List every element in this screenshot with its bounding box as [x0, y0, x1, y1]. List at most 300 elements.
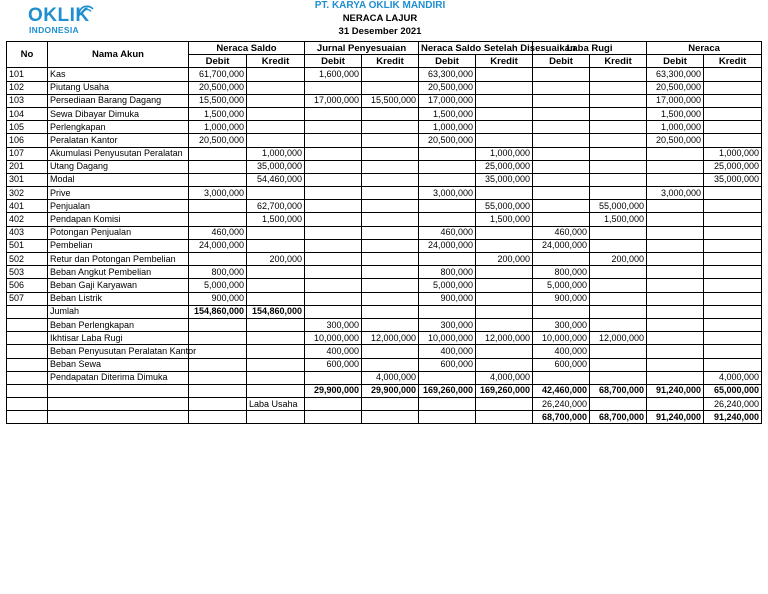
amount-cell: 24,000,000: [419, 239, 476, 252]
amount-cell: [533, 94, 590, 107]
table-row: [7, 279, 762, 292]
amount-cell: [419, 147, 476, 160]
amount-cell: 169,260,000: [419, 384, 476, 397]
amount-cell: 91,240,000: [647, 411, 704, 424]
document-date: 31 Desember 2021: [338, 26, 422, 37]
amount-cell: [247, 411, 305, 424]
amount-cell: [704, 358, 762, 371]
amount-cell: 17,000,000: [305, 94, 362, 107]
amount-cell: [476, 226, 533, 239]
account-name-cell: Perlengkapan: [48, 121, 189, 134]
amount-cell: 4,000,000: [476, 371, 533, 384]
amount-cell: 154,860,000: [189, 305, 247, 318]
amount-cell: 24,000,000: [189, 239, 247, 252]
amount-cell: [305, 292, 362, 305]
amount-cell: [247, 134, 305, 147]
account-name-cell: Piutang Usaha: [48, 81, 189, 94]
amount-cell: 12,000,000: [590, 332, 647, 345]
amount-cell: [704, 305, 762, 318]
amount-cell: [305, 253, 362, 266]
amount-cell: 12,000,000: [476, 332, 533, 345]
amount-cell: [305, 147, 362, 160]
account-number-cell: 302: [7, 187, 48, 200]
account-number-cell: 103: [7, 94, 48, 107]
amount-cell: [247, 107, 305, 120]
amount-cell: [647, 332, 704, 345]
amount-cell: [189, 160, 247, 173]
amount-cell: [704, 200, 762, 213]
amount-cell: [704, 134, 762, 147]
amount-cell: 400,000: [305, 345, 362, 358]
amount-cell: [704, 187, 762, 200]
amount-cell: [533, 121, 590, 134]
header-debit: Debit: [647, 55, 704, 68]
amount-cell: 1,500,000: [189, 107, 247, 120]
account-number-cell: 201: [7, 160, 48, 173]
amount-cell: [476, 94, 533, 107]
account-name-cell: Ikhtisar Laba Rugi: [48, 332, 189, 345]
amount-cell: [590, 226, 647, 239]
amount-cell: [362, 239, 419, 252]
amount-cell: [647, 253, 704, 266]
account-name-cell: Pembelian: [48, 239, 189, 252]
amount-cell: 91,240,000: [647, 384, 704, 397]
amount-cell: [590, 318, 647, 331]
logo-subtitle: INDONESIA: [29, 25, 79, 35]
amount-cell: 24,000,000: [533, 239, 590, 252]
account-number-cell: 105: [7, 121, 48, 134]
amount-cell: [533, 200, 590, 213]
amount-cell: [419, 173, 476, 186]
amount-cell: [647, 239, 704, 252]
amount-cell: 20,500,000: [647, 81, 704, 94]
amount-cell: [247, 187, 305, 200]
amount-cell: [247, 279, 305, 292]
table-row: [7, 345, 762, 358]
amount-cell: [590, 121, 647, 134]
table-row: [7, 81, 762, 94]
amount-cell: 1,500,000: [247, 213, 305, 226]
signal-arc-icon: [76, 3, 96, 17]
amount-cell: 10,000,000: [419, 332, 476, 345]
table-row: [7, 318, 762, 331]
amount-cell: [247, 226, 305, 239]
account-number-cell: 401: [7, 200, 48, 213]
amount-cell: [362, 345, 419, 358]
header-group-income-statement: Laba Rugi: [533, 42, 647, 55]
amount-cell: [533, 173, 590, 186]
amount-cell: [305, 213, 362, 226]
amount-cell: [704, 266, 762, 279]
amount-cell: [533, 81, 590, 94]
amount-cell: [704, 121, 762, 134]
amount-cell: [419, 371, 476, 384]
amount-cell: [590, 279, 647, 292]
amount-cell: 20,500,000: [189, 134, 247, 147]
header-debit: Debit: [419, 55, 476, 68]
amount-cell: [590, 266, 647, 279]
amount-cell: 42,460,000: [533, 384, 590, 397]
account-number-cell: [7, 411, 48, 424]
account-name-cell: [48, 411, 189, 424]
amount-cell: 10,000,000: [533, 332, 590, 345]
amount-cell: [590, 239, 647, 252]
amount-cell: [362, 266, 419, 279]
account-number-cell: [7, 371, 48, 384]
amount-cell: 61,700,000: [189, 68, 247, 81]
amount-cell: [590, 68, 647, 81]
account-number-cell: 502: [7, 253, 48, 266]
amount-cell: [362, 81, 419, 94]
amount-cell: [362, 107, 419, 120]
amount-cell: [476, 239, 533, 252]
amount-cell: [305, 200, 362, 213]
amount-cell: [533, 213, 590, 226]
header-group-balance-sheet: Neraca: [647, 42, 762, 55]
amount-cell: 55,000,000: [590, 200, 647, 213]
account-name-cell: Pendapatan Diterima Dimuka: [48, 371, 189, 384]
amount-cell: 3,000,000: [189, 187, 247, 200]
amount-cell: [419, 160, 476, 173]
amount-cell: [647, 371, 704, 384]
amount-cell: 26,240,000: [704, 398, 762, 411]
table-row: [7, 200, 762, 213]
account-number-cell: 506: [7, 279, 48, 292]
amount-cell: 5,000,000: [533, 279, 590, 292]
account-name-cell: Pendapan Komisi: [48, 213, 189, 226]
amount-cell: [305, 160, 362, 173]
account-name-cell: Peralatan Kantor: [48, 134, 189, 147]
amount-cell: [590, 305, 647, 318]
amount-cell: [419, 411, 476, 424]
amount-cell: 600,000: [419, 358, 476, 371]
account-number-cell: [7, 332, 48, 345]
amount-cell: [647, 266, 704, 279]
amount-cell: [189, 147, 247, 160]
amount-cell: 63,300,000: [647, 68, 704, 81]
amount-cell: 5,000,000: [419, 279, 476, 292]
table-row: [7, 121, 762, 134]
amount-cell: 800,000: [419, 266, 476, 279]
amount-cell: [533, 253, 590, 266]
amount-cell: 400,000: [533, 345, 590, 358]
amount-cell: [533, 107, 590, 120]
amount-cell: [189, 318, 247, 331]
amount-cell: [704, 318, 762, 331]
amount-cell: 800,000: [533, 266, 590, 279]
amount-cell: [704, 279, 762, 292]
amount-cell: [647, 160, 704, 173]
amount-cell: [247, 292, 305, 305]
amount-cell: [476, 279, 533, 292]
amount-cell: [476, 318, 533, 331]
amount-cell: 91,240,000: [704, 411, 762, 424]
account-name-cell: Potongan Penjualan: [48, 226, 189, 239]
worksheet-table: [6, 41, 762, 424]
account-number-cell: 102: [7, 81, 48, 94]
amount-cell: [704, 292, 762, 305]
table-row: [7, 239, 762, 252]
amount-cell: [590, 134, 647, 147]
amount-cell: 29,900,000: [362, 384, 419, 397]
amount-cell: [704, 345, 762, 358]
amount-cell: 1,000,000: [476, 147, 533, 160]
header-credit: Kredit: [247, 55, 305, 68]
amount-cell: [647, 305, 704, 318]
amount-cell: [476, 345, 533, 358]
header-debit: Debit: [189, 55, 247, 68]
amount-cell: 300,000: [419, 318, 476, 331]
amount-cell: [305, 81, 362, 94]
amount-cell: [305, 187, 362, 200]
amount-cell: 63,300,000: [419, 68, 476, 81]
amount-cell: [189, 411, 247, 424]
amount-cell: 1,000,000: [247, 147, 305, 160]
account-name-cell: Kas: [48, 68, 189, 81]
account-number-cell: [7, 318, 48, 331]
account-name-cell: Persediaan Barang Dagang: [48, 94, 189, 107]
account-name-cell: Utang Dagang: [48, 160, 189, 173]
amount-cell: 15,500,000: [362, 94, 419, 107]
amount-cell: [305, 305, 362, 318]
amount-cell: [247, 358, 305, 371]
amount-cell: [305, 107, 362, 120]
amount-cell: [247, 345, 305, 358]
amount-cell: 460,000: [189, 226, 247, 239]
amount-cell: [189, 384, 247, 397]
amount-cell: 29,900,000: [305, 384, 362, 397]
amount-cell: [590, 81, 647, 94]
amount-cell: 400,000: [419, 345, 476, 358]
account-name-cell: Beban Listrik: [48, 292, 189, 305]
amount-cell: [476, 266, 533, 279]
account-number-cell: [7, 358, 48, 371]
amount-cell: [305, 226, 362, 239]
amount-cell: [362, 358, 419, 371]
amount-cell: [362, 318, 419, 331]
account-number-cell: 107: [7, 147, 48, 160]
amount-cell: [704, 332, 762, 345]
amount-cell: [647, 226, 704, 239]
amount-cell: [476, 358, 533, 371]
amount-cell: [647, 200, 704, 213]
amount-cell: 65,000,000: [704, 384, 762, 397]
amount-cell: 35,000,000: [247, 160, 305, 173]
header-no: No: [7, 42, 48, 68]
amount-cell: 10,000,000: [305, 332, 362, 345]
amount-cell: [305, 411, 362, 424]
amount-cell: 26,240,000: [533, 398, 590, 411]
amount-cell: [533, 187, 590, 200]
header-credit: Kredit: [476, 55, 533, 68]
amount-cell: 54,460,000: [247, 173, 305, 186]
table-row: [7, 358, 762, 371]
amount-cell: 154,860,000: [247, 305, 305, 318]
account-number-cell: [7, 384, 48, 397]
amount-cell: 4,000,000: [704, 371, 762, 384]
amount-cell: 1,000,000: [704, 147, 762, 160]
amount-cell: 17,000,000: [419, 94, 476, 107]
amount-cell: 62,700,000: [247, 200, 305, 213]
amount-cell: [419, 213, 476, 226]
amount-cell: [647, 318, 704, 331]
amount-cell: [476, 107, 533, 120]
amount-cell: [362, 213, 419, 226]
amount-cell: 3,000,000: [419, 187, 476, 200]
header-credit: Kredit: [362, 55, 419, 68]
account-number-cell: 501: [7, 239, 48, 252]
amount-cell: [704, 94, 762, 107]
amount-cell: 1,000,000: [647, 121, 704, 134]
amount-cell: 1,500,000: [419, 107, 476, 120]
table-row: [7, 411, 762, 424]
amount-cell: [247, 239, 305, 252]
amount-cell: [189, 398, 247, 411]
amount-cell: 1,500,000: [590, 213, 647, 226]
amount-cell: 460,000: [419, 226, 476, 239]
amount-cell: 460,000: [533, 226, 590, 239]
account-name-cell: Beban Penyusutan Peralatan Kantor: [48, 345, 189, 358]
table-row: [7, 266, 762, 279]
amount-cell: [647, 358, 704, 371]
table-row: [7, 226, 762, 239]
amount-cell: 55,000,000: [476, 200, 533, 213]
amount-cell: [704, 68, 762, 81]
table-row: [7, 187, 762, 200]
amount-cell: [590, 173, 647, 186]
amount-cell: [247, 332, 305, 345]
amount-cell: 600,000: [533, 358, 590, 371]
account-name-cell: Prive: [48, 187, 189, 200]
account-number-cell: 403: [7, 226, 48, 239]
amount-cell: 900,000: [419, 292, 476, 305]
table-row: [7, 147, 762, 160]
amount-cell: [590, 371, 647, 384]
amount-cell: [189, 173, 247, 186]
amount-cell: [247, 94, 305, 107]
amount-cell: 800,000: [189, 266, 247, 279]
amount-cell: [247, 266, 305, 279]
company-logo: [28, 6, 90, 35]
account-name-cell: [48, 384, 189, 397]
amount-cell: [476, 398, 533, 411]
account-number-cell: 106: [7, 134, 48, 147]
amount-cell: 35,000,000: [704, 173, 762, 186]
account-name-cell: Beban Sewa: [48, 358, 189, 371]
amount-cell: [247, 81, 305, 94]
amount-cell: [476, 134, 533, 147]
account-name-cell: Beban Perlengkapan: [48, 318, 189, 331]
header-group-adjusted-trial-balance: Neraca Saldo Setelah Disesuaikan: [419, 42, 533, 55]
amount-cell: [704, 81, 762, 94]
amount-cell: [590, 292, 647, 305]
amount-cell: [362, 292, 419, 305]
amount-cell: [647, 147, 704, 160]
amount-cell: 300,000: [533, 318, 590, 331]
amount-cell: [362, 253, 419, 266]
amount-cell: 20,500,000: [647, 134, 704, 147]
account-number-cell: 104: [7, 107, 48, 120]
amount-cell: [362, 411, 419, 424]
amount-cell: [533, 305, 590, 318]
amount-cell: [362, 173, 419, 186]
amount-cell: 20,500,000: [189, 81, 247, 94]
amount-cell: [704, 226, 762, 239]
amount-cell: 15,500,000: [189, 94, 247, 107]
amount-cell: 25,000,000: [476, 160, 533, 173]
amount-cell: 1,500,000: [476, 213, 533, 226]
amount-cell: [305, 279, 362, 292]
account-name-cell: Akumulasi Penyusutan Peralatan: [48, 147, 189, 160]
amount-cell: [305, 371, 362, 384]
amount-cell: 900,000: [533, 292, 590, 305]
account-name-cell: Beban Gaji Karyawan: [48, 279, 189, 292]
amount-cell: [419, 305, 476, 318]
amount-cell: [305, 173, 362, 186]
amount-cell: [362, 226, 419, 239]
table-row: [7, 160, 762, 173]
amount-cell: [647, 345, 704, 358]
amount-cell: [590, 345, 647, 358]
header-group-trial-balance: Neraca Saldo: [189, 42, 305, 55]
amount-cell: 35,000,000: [476, 173, 533, 186]
amount-cell: 200,000: [247, 253, 305, 266]
amount-cell: [247, 318, 305, 331]
amount-cell: [247, 384, 305, 397]
amount-cell: [476, 411, 533, 424]
amount-cell: 900,000: [189, 292, 247, 305]
header-credit: Kredit: [590, 55, 647, 68]
amount-cell: [419, 398, 476, 411]
table-row: [7, 398, 762, 411]
amount-cell: 1,000,000: [189, 121, 247, 134]
amount-cell: 5,000,000: [189, 279, 247, 292]
amount-cell: 3,000,000: [647, 187, 704, 200]
amount-cell: [419, 200, 476, 213]
amount-cell: [362, 279, 419, 292]
table-row: [7, 94, 762, 107]
document-title: NERACA LAJUR: [342, 13, 418, 24]
amount-cell: [533, 160, 590, 173]
amount-cell: [305, 266, 362, 279]
amount-cell: [362, 398, 419, 411]
amount-cell: [305, 398, 362, 411]
amount-cell: [476, 81, 533, 94]
header-group-adjustments: Jurnal Penyesuaian: [305, 42, 419, 55]
amount-cell: [189, 358, 247, 371]
account-name-cell: Penjualan: [48, 200, 189, 213]
table-row: [7, 68, 762, 81]
amount-cell: [362, 121, 419, 134]
amount-cell: [704, 239, 762, 252]
amount-cell: [362, 305, 419, 318]
amount-cell: 68,700,000: [590, 384, 647, 397]
amount-cell: [590, 107, 647, 120]
amount-cell: 200,000: [476, 253, 533, 266]
amount-cell: 169,260,000: [476, 384, 533, 397]
amount-cell: 68,700,000: [533, 411, 590, 424]
account-number-cell: [7, 345, 48, 358]
account-number-cell: [7, 305, 48, 318]
amount-cell: 20,500,000: [419, 81, 476, 94]
amount-cell: [590, 187, 647, 200]
account-number-cell: 402: [7, 213, 48, 226]
table-row: [7, 384, 762, 397]
amount-cell: [533, 147, 590, 160]
amount-cell: [476, 121, 533, 134]
amount-cell: 17,000,000: [647, 94, 704, 107]
amount-cell: [305, 121, 362, 134]
